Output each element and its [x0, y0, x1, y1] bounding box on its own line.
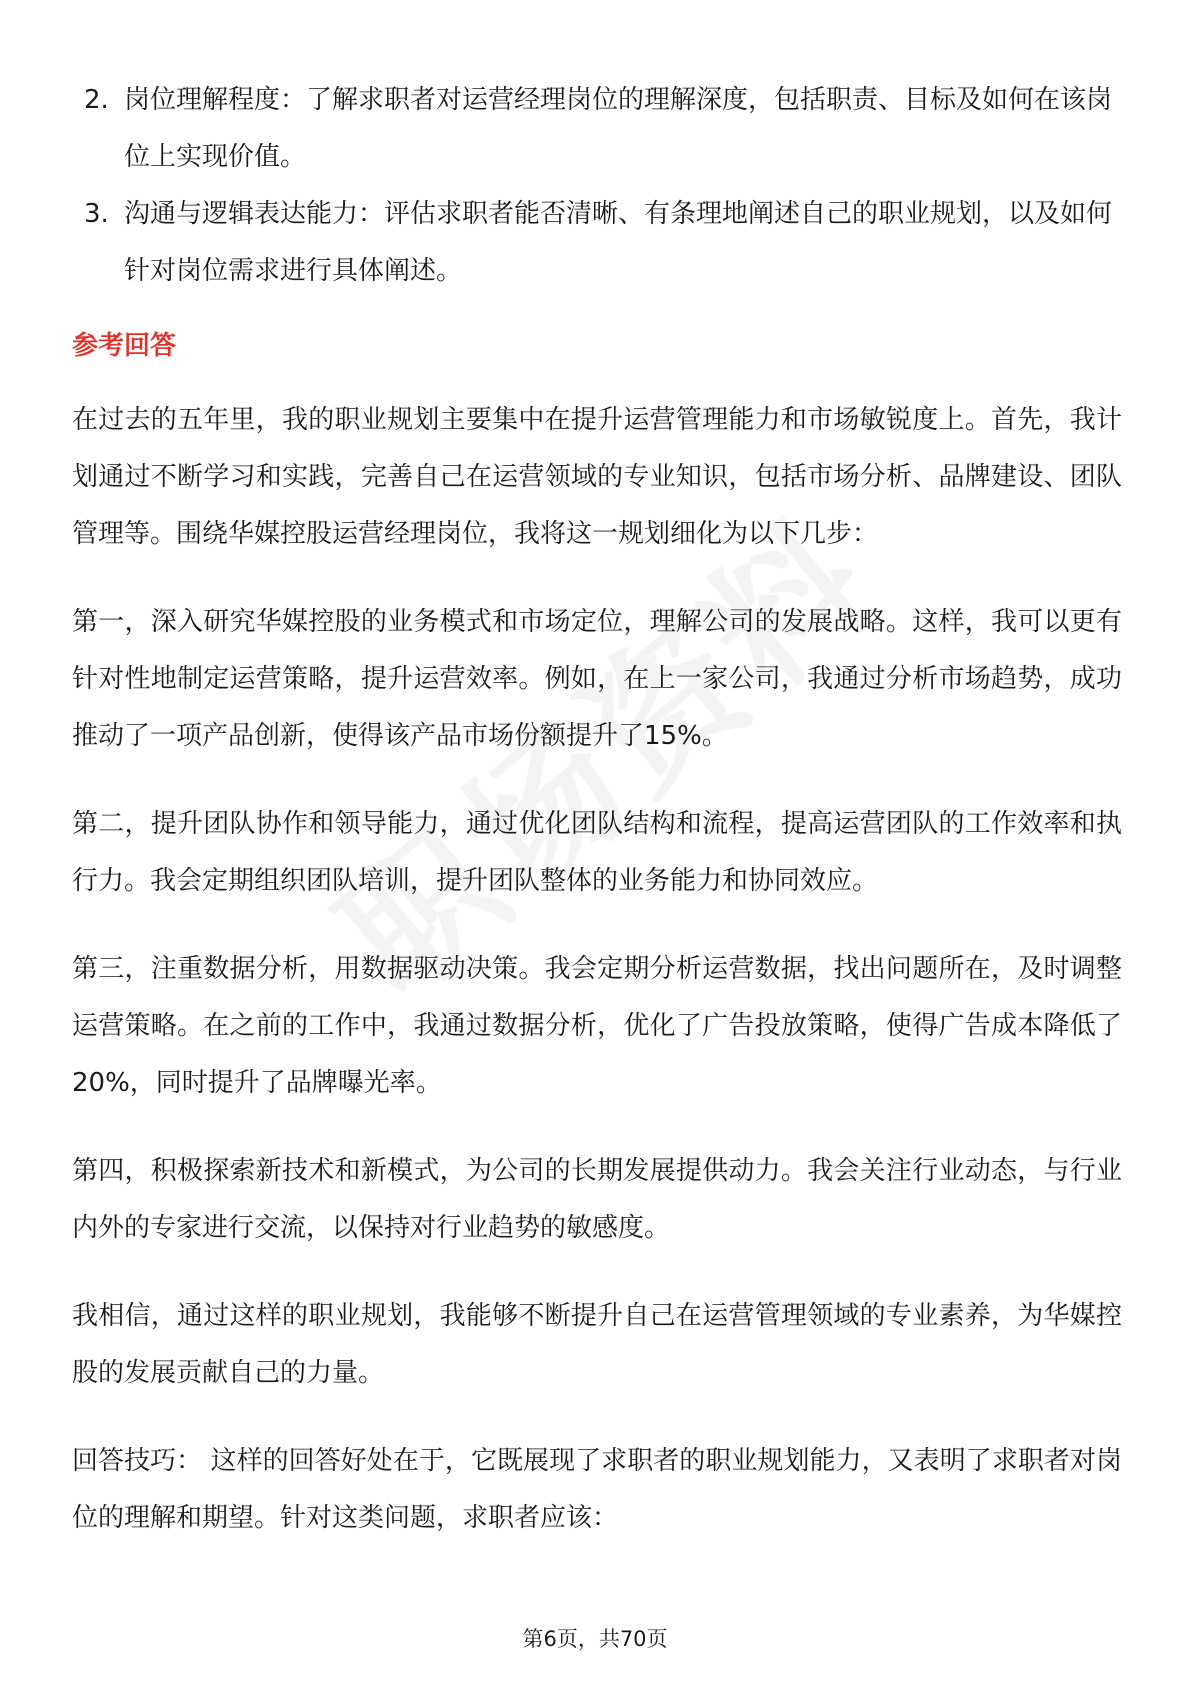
list-item: [84, 72, 1114, 186]
page-number-footer: 第6页，共70页: [522, 1627, 668, 1651]
paragraph-intro: 在过去的五年里，我的职业规划主要集中在提升运营管理能力和市场敏锐度上。首先，我计划通过不断学习和实践，完善自己在运营领域的专业知识，包括市场分析、品牌建设、团队管理等。围绕华媒控股运营经理岗位，我将这一规划细化为以下几步：: [72, 405, 1122, 549]
criteria-list: [0, 72, 1190, 300]
paragraph-conclusion: 我相信，通过这样的职业规划，我能够不断提升自己在运营管理领域的专业素养，为华媒控股的发展贡献自己的力量。: [72, 1301, 1122, 1388]
list-item: [84, 186, 1114, 300]
answer-body: [72, 392, 1122, 1578]
paragraph-step-2: 第二，提升团队协作和领导能力，通过优化团队结构和流程，提高运营团队的工作效率和执行力。我会定期组织团队培训，提升团队整体的业务能力和协同效应。: [72, 809, 1122, 896]
paragraph-tips: 回答技巧： 这样的回答好处在于，它既展现了求职者的职业规划能力，又表明了求职者对岗位的理解和期望。针对这类问题，求职者应该：: [72, 1446, 1122, 1533]
list-item-number: 2.: [84, 85, 109, 115]
section-heading: 参考回答: [72, 331, 177, 361]
list-item-number: 3.: [84, 199, 109, 229]
paragraph-step-4: 第四，积极探索新技术和新模式，为公司的长期发展提供动力。我会关注行业动态，与行业内外的专家进行交流，以保持对行业趋势的敏感度。: [72, 1156, 1122, 1243]
list-item-text: 沟通与逻辑表达能力：评估求职者能否清晰、有条理地阐述自己的职业规划，以及如何针对岗位需求进行具体阐述。: [124, 199, 1113, 286]
paragraph-step-3: 第三，注重数据分析，用数据驱动决策。我会定期分析运营数据，找出问题所在，及时调整运营策略。在之前的工作中，我通过数据分析，优化了广告投放策略，使得广告成本降低了20%，同时提升了品牌曝光率。: [72, 954, 1122, 1098]
list-item-text: 岗位理解程度：了解求职者对运营经理岗位的理解深度，包括职责、目标及如何在该岗位上实现价值。: [124, 85, 1113, 172]
paragraph-step-1: 第一，深入研究华媒控股的业务模式和市场定位，理解公司的发展战略。这样，我可以更有针对性地制定运营策略，提升运营效率。例如，在上一家公司，我通过分析市场趋势，成功推动了一项产品创新，使得该产品市场份额提升了15%。: [72, 607, 1122, 751]
